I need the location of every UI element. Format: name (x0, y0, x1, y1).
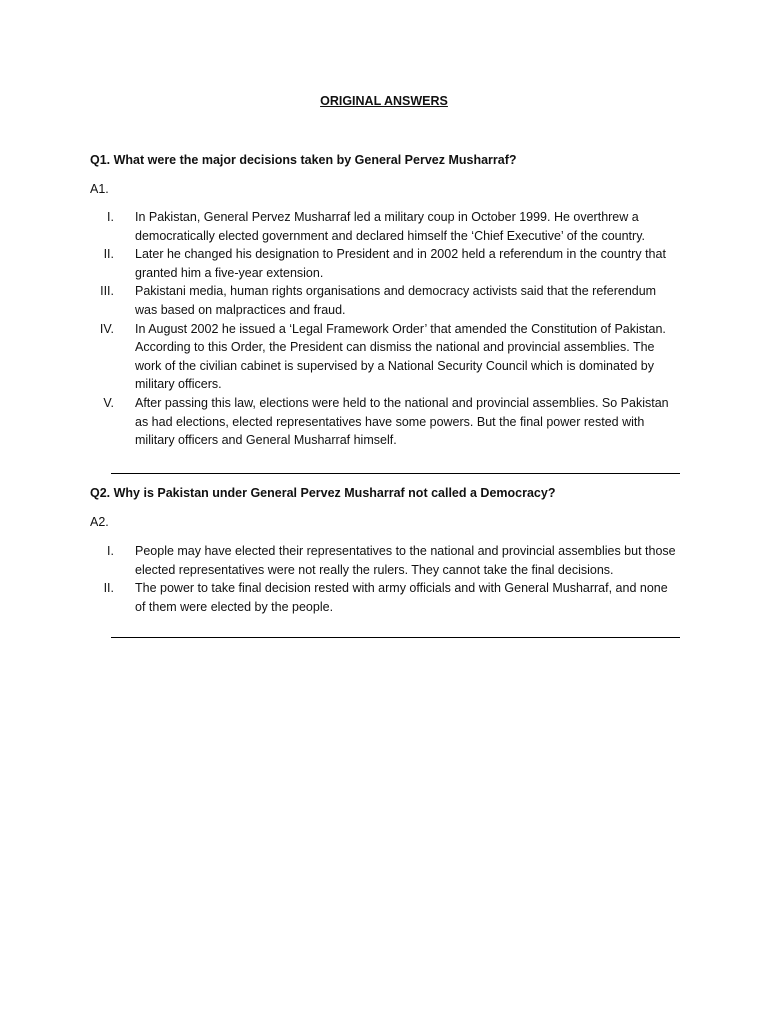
list-item (90, 320, 680, 394)
list-item (90, 542, 680, 579)
section-divider (111, 637, 680, 638)
list-item-text: Later he changed his designation to President and in 2002 held a referendum in the country that granted him a five-year extension. (135, 247, 666, 280)
list-item-numeral: IV. (99, 321, 114, 336)
list-item (90, 394, 680, 450)
list-item-text: In Pakistan, General Pervez Musharraf led a military coup in October 1999. He overthrew a democratically elected government and declared himself the ‘Chief Executive’ of the country. (135, 210, 645, 243)
question-1-heading: Q1. What were the major decisions taken by General Pervez Musharraf? (90, 153, 517, 167)
list-item-numeral: V. (103, 395, 114, 410)
list-item (90, 208, 680, 245)
list-item-numeral: I. (107, 544, 114, 558)
list-item-numeral: III. (100, 284, 114, 299)
document-title: ORIGINAL ANSWERS (320, 94, 448, 108)
list-item-numeral: I. (107, 210, 114, 224)
list-item (90, 282, 680, 319)
list-item-text: After passing this law, elections were held to the national and provincial assemblies. So Pakistan as had elections, elected representatives have some powers. But the final power rested with military officers and General Musharraf himself. (135, 395, 669, 448)
list-item-text: People may have elected their representatives to the national and provincial assemblies but those elected representatives were not really the rulers. They cannot take the final decisions. (135, 544, 676, 577)
answer-2-list (90, 542, 680, 616)
question-2-heading: Q2. Why is Pakistan under General Pervez Musharraf not called a Democracy? (90, 486, 556, 500)
list-item-numeral: II. (103, 247, 114, 262)
answer-1-list (90, 208, 680, 450)
list-item-numeral: II. (103, 581, 114, 596)
list-item-text: In August 2002 he issued a ‘Legal Framework Order’ that amended the Constitution of Pakistan. According to this Order, the President can dismiss the national and provincial assemblies. The work of the civilian cabinet is supervised by a National Security Council which is dominated by military officers. (135, 321, 666, 392)
answer-1-label: A1. (90, 182, 109, 196)
list-item-text: The power to take final decision rested with army officials and with General Musharraf, and none of them were elected by the people. (135, 581, 668, 614)
answer-2-label: A2. (90, 515, 109, 529)
list-item (90, 245, 680, 282)
list-item (90, 579, 680, 616)
list-item-text: Pakistani media, human rights organisations and democracy activists said that the referendum was based on malpractices and fraud. (135, 284, 657, 317)
section-divider (111, 473, 680, 474)
